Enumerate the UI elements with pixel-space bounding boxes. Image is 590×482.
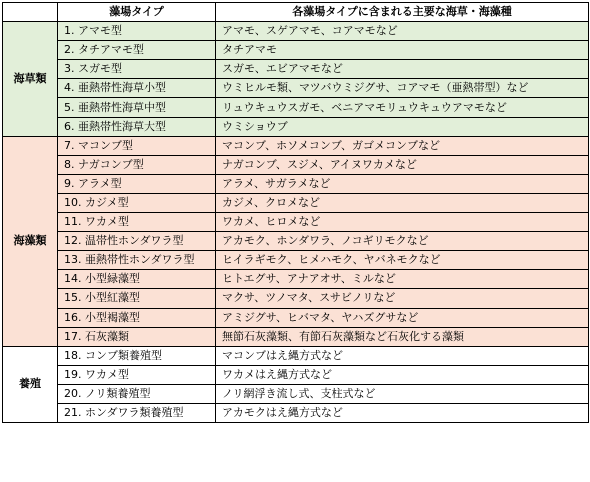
group-label-seagrass: 海草類 bbox=[3, 22, 58, 137]
header-group bbox=[3, 3, 58, 22]
bed-type-cell: 12. 温帯性ホンダワラ型 bbox=[58, 232, 216, 251]
table-row bbox=[3, 174, 589, 193]
table-row bbox=[3, 117, 589, 136]
table-row bbox=[3, 41, 589, 60]
table-row bbox=[3, 403, 589, 422]
species-cell: ノリ網浮き流し式、支柱式など bbox=[216, 384, 589, 403]
table-row bbox=[3, 79, 589, 98]
header-main-species: 各藻場タイプに含まれる主要な海草・海藻種 bbox=[216, 3, 589, 22]
species-cell: ヒトエグサ、アナアオサ、ミルなど bbox=[216, 270, 589, 289]
species-cell: アラメ、サガラメなど bbox=[216, 174, 589, 193]
species-cell: ウミヒルモ類、マツバウミジグサ、コアマモ（亜熱帯型）など bbox=[216, 79, 589, 98]
group-label-aquaculture: 養殖 bbox=[3, 346, 58, 422]
seagrass-bed-type-table bbox=[2, 2, 589, 423]
bed-type-cell: 17. 石灰藻類 bbox=[58, 327, 216, 346]
species-cell: カジメ、クロメなど bbox=[216, 193, 589, 212]
species-cell: アミジグサ、ヒバマタ、ヤハズグサなど bbox=[216, 308, 589, 327]
species-cell: タチアマモ bbox=[216, 41, 589, 60]
species-cell: ウミショウブ bbox=[216, 117, 589, 136]
table-row bbox=[3, 193, 589, 212]
species-cell: ナガコンブ、スジメ、アイヌワカメなど bbox=[216, 155, 589, 174]
table-row bbox=[3, 289, 589, 308]
bed-type-cell: 7. マコンブ型 bbox=[58, 136, 216, 155]
bed-type-cell: 13. 亜熱帯性ホンダワラ型 bbox=[58, 251, 216, 270]
species-cell: リュウキュウスガモ、ベニアマモリュウキュウアマモなど bbox=[216, 98, 589, 117]
species-cell: スガモ、エビアマモなど bbox=[216, 60, 589, 79]
species-cell: アマモ、スゲアマモ、コアマモなど bbox=[216, 22, 589, 41]
bed-type-cell: 20. ノリ類養殖型 bbox=[58, 384, 216, 403]
table-header-row bbox=[3, 3, 589, 22]
table-row bbox=[3, 232, 589, 251]
bed-type-cell: 4. 亜熱帯性海草小型 bbox=[58, 79, 216, 98]
bed-type-cell: 2. タチアマモ型 bbox=[58, 41, 216, 60]
table-row bbox=[3, 384, 589, 403]
species-cell: アカモク、ホンダワラ、ノコギリモクなど bbox=[216, 232, 589, 251]
bed-type-cell: 6. 亜熱帯性海草大型 bbox=[58, 117, 216, 136]
table-row bbox=[3, 251, 589, 270]
group-label-seaweed: 海藻類 bbox=[3, 136, 58, 346]
table-row bbox=[3, 270, 589, 289]
bed-type-cell: 21. ホンダワラ類養殖型 bbox=[58, 403, 216, 422]
species-cell: ワカメ、ヒロメなど bbox=[216, 213, 589, 232]
bed-type-cell: 8. ナガコンブ型 bbox=[58, 155, 216, 174]
table-row bbox=[3, 22, 589, 41]
species-cell: ワカメはえ縄方式など bbox=[216, 365, 589, 384]
species-cell: 無節石灰藻類、有節石灰藻類など石灰化する藻類 bbox=[216, 327, 589, 346]
table-row bbox=[3, 327, 589, 346]
species-cell: マコンブはえ縄方式など bbox=[216, 346, 589, 365]
bed-type-cell: 10. カジメ型 bbox=[58, 193, 216, 212]
table-row bbox=[3, 155, 589, 174]
bed-type-cell: 1. アマモ型 bbox=[58, 22, 216, 41]
table-row bbox=[3, 346, 589, 365]
bed-type-cell: 5. 亜熱帯性海草中型 bbox=[58, 98, 216, 117]
table-row bbox=[3, 213, 589, 232]
bed-type-cell: 15. 小型紅藻型 bbox=[58, 289, 216, 308]
bed-type-cell: 16. 小型褐藻型 bbox=[58, 308, 216, 327]
bed-type-cell: 19. ワカメ型 bbox=[58, 365, 216, 384]
bed-type-cell: 11. ワカメ型 bbox=[58, 213, 216, 232]
table-row bbox=[3, 365, 589, 384]
species-cell: アカモクはえ縄方式など bbox=[216, 403, 589, 422]
bed-type-cell: 18. コンブ類養殖型 bbox=[58, 346, 216, 365]
species-cell: マクサ、ツノマタ、スサビノリなど bbox=[216, 289, 589, 308]
table-row bbox=[3, 98, 589, 117]
header-bed-type: 藻場タイプ bbox=[58, 3, 216, 22]
bed-type-cell: 14. 小型緑藻型 bbox=[58, 270, 216, 289]
species-cell: マコンブ、ホソメコンブ、ガゴメコンブなど bbox=[216, 136, 589, 155]
species-cell: ヒイラギモク、ヒメハモク、ヤバネモクなど bbox=[216, 251, 589, 270]
table-row bbox=[3, 136, 589, 155]
bed-type-cell: 9. アラメ型 bbox=[58, 174, 216, 193]
table-row bbox=[3, 308, 589, 327]
bed-type-cell: 3. スガモ型 bbox=[58, 60, 216, 79]
table-row bbox=[3, 60, 589, 79]
